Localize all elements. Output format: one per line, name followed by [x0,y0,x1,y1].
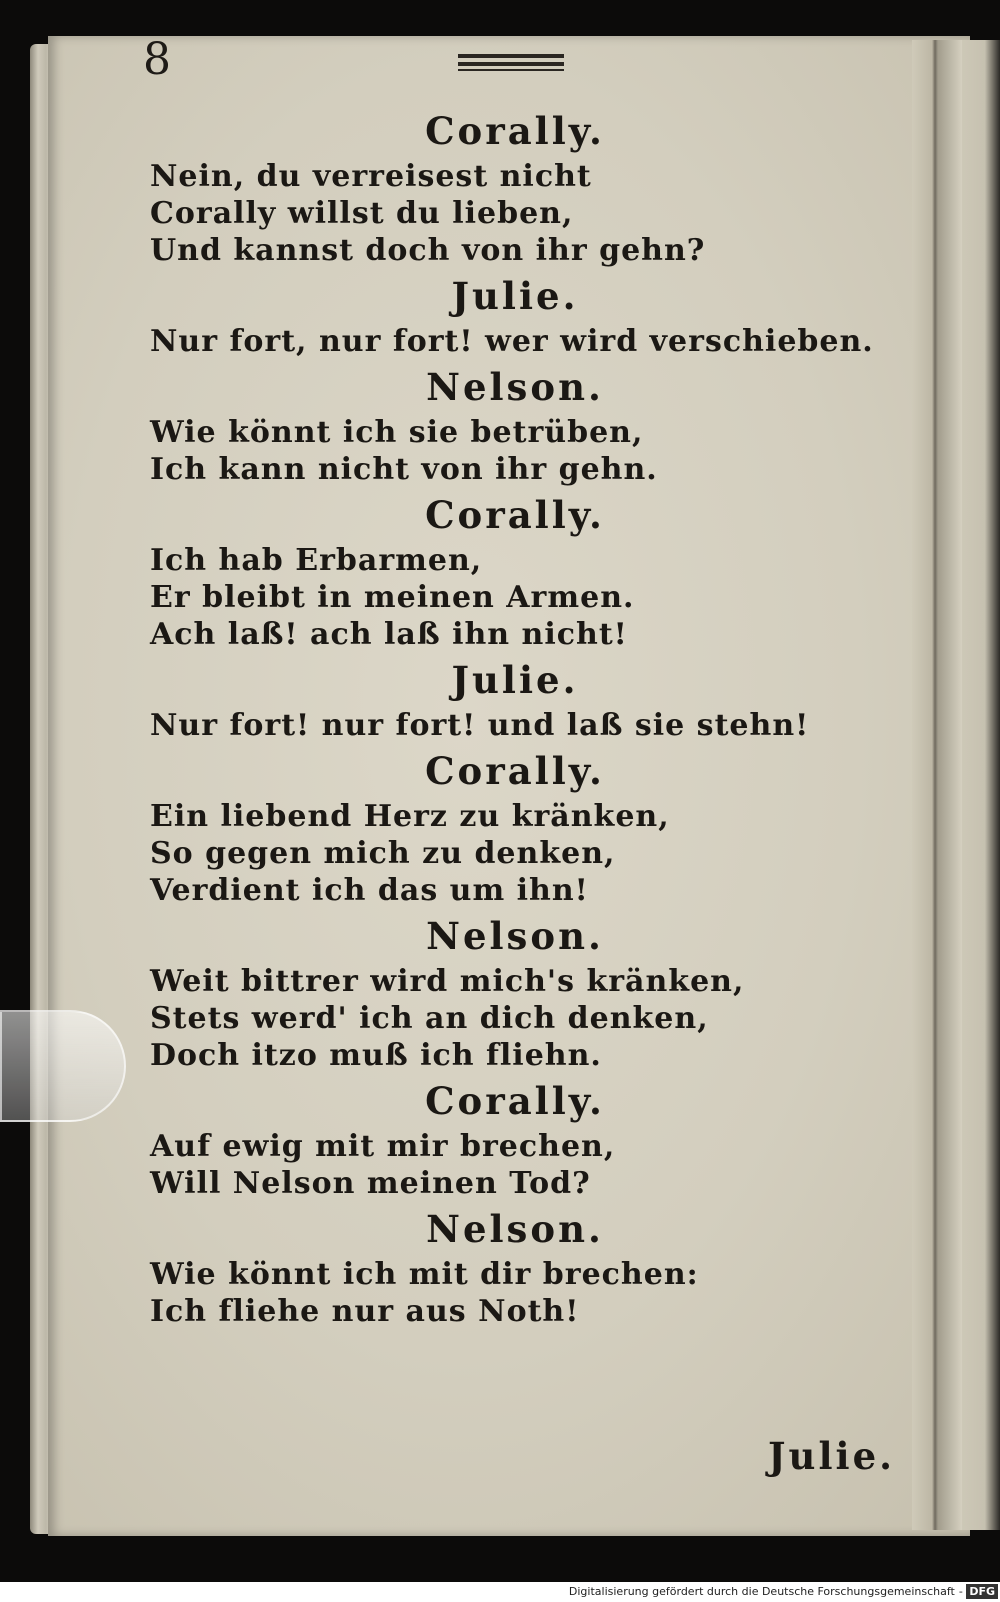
verse-line: Weit bittrer wird mich's kränken, [150,964,745,999]
page-fold [912,40,962,1530]
speaker-name: Nelson. [426,914,604,958]
verse-line: Ich hab Erbarmen, [150,543,483,578]
speaker-name: Corally. [425,109,605,153]
verse-line: Auf ewig mit mir brechen, [150,1129,616,1164]
header-rule [458,62,564,66]
verse-line: Ach laß! ach laß ihn nicht! [150,617,628,652]
verse-line: Stets werd' ich an dich denken, [150,1001,709,1036]
digitization-footer [0,1582,1000,1602]
scanner-clip [0,1010,126,1122]
verse-line: Verdient ich das um ihn! [150,873,589,908]
verse-line: Wie könnt ich sie betrüben, [150,415,644,450]
speaker-name: Corally. [425,749,605,793]
libretto-text [150,104,874,1330]
speech-block [150,360,850,488]
speech-block [150,1074,850,1202]
speech-block [150,104,850,269]
header-rule [458,54,564,58]
verse-line: Er bleibt in meinen Armen. [150,580,635,615]
speech-block [150,269,874,360]
speaker-name: Corally. [425,1079,605,1123]
verse-line: Ich fliehe nur aus Noth! [150,1294,580,1329]
page-number: 8 [143,34,171,85]
speaker-name: Nelson. [426,365,604,409]
verse-line: Doch itzo muß ich fliehn. [150,1038,602,1073]
speech-block [150,653,850,744]
speaker-name: Corally. [425,493,605,537]
verse-line: Will Nelson meinen Tod? [150,1166,591,1201]
catchword: Julie. [768,1434,895,1478]
verse-line: Ich kann nicht von ihr gehn. [150,452,658,487]
speaker-name: Nelson. [426,1207,604,1251]
speaker-name: Julie. [451,658,579,702]
verse-line: So gegen mich zu denken, [150,836,616,871]
header-rule [458,69,564,71]
speech-block [150,488,850,653]
verse-line: Corally willst du lieben, [150,196,574,231]
book-spine [962,40,1000,1530]
speech-block [150,909,850,1074]
verse-line: Ein liebend Herz zu kränken, [150,799,670,834]
verse-line: Nur fort! nur fort! und laß sie stehn! [150,708,810,743]
speaker-name: Julie. [451,274,579,318]
verse-line: Nein, du verreisest nicht [150,159,592,194]
speech-block [150,1202,850,1330]
verse-line: Und kannst doch von ihr gehn? [150,233,706,268]
speech-block [150,744,850,909]
footer-credit[interactable]: Digitalisierung gefördert durch die Deutsche Forschungsgemeinschaft [568,1585,955,1598]
footer-separator: - [958,1585,967,1598]
dfg-logo-icon[interactable]: DFG [966,1584,998,1599]
verse-line: Wie könnt ich mit dir brechen: [150,1257,699,1292]
verse-line: Nur fort, nur fort! wer wird verschieben. [150,324,874,359]
